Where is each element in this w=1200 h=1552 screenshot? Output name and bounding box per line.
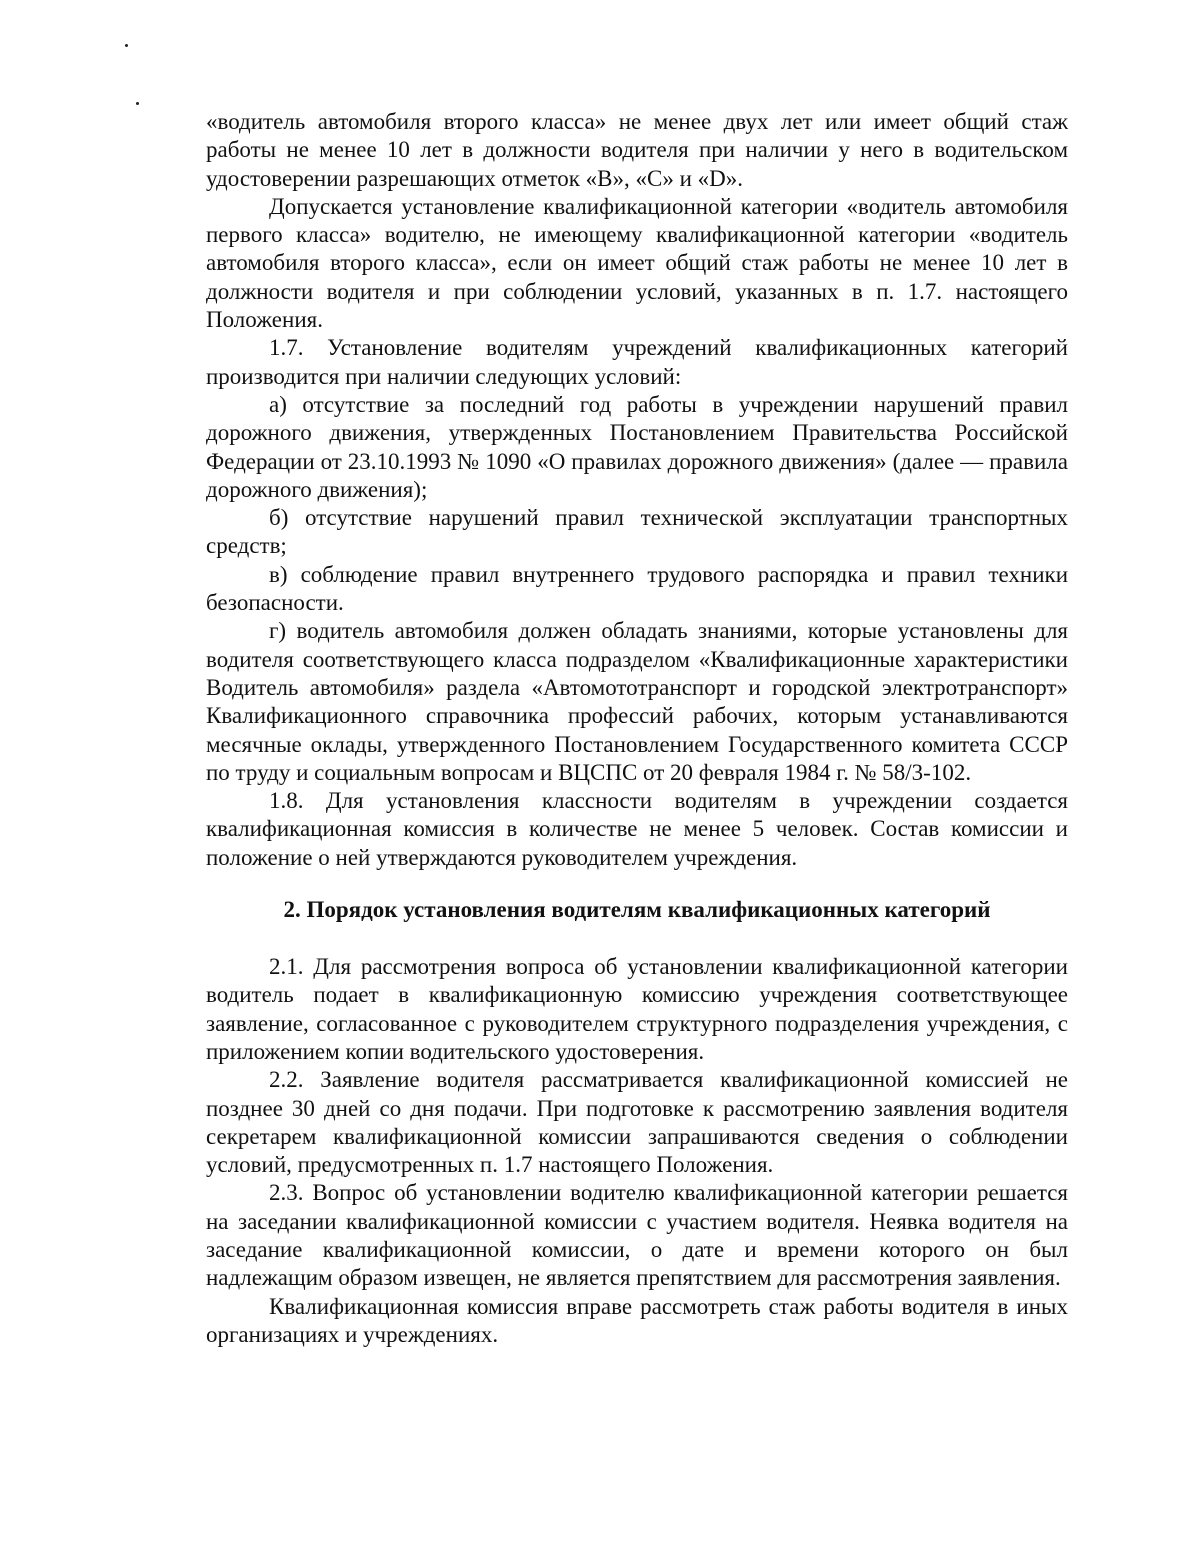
paragraph-2-1: 2.1. Для рассмотрения вопроса об установлении квалификационной категории водитель подает в квалификационную комиссию учреждения соответствующее заявление, согласованное с руководителем структурного подразделения учреждения, с приложением копии водительского удостоверения. [206, 954, 1068, 1064]
section-2-heading: 2. Порядок установления водителям квалификационных категорий [283, 897, 991, 923]
paragraph-2-2: 2.2. Заявление водителя рассматривается квалификационной комиссией не позднее 30 дней со дня подачи. При подготовке к рассмотрению заявления водителя секретарем квалификационной комиссии запрашиваются сведения о соблюдении условий, предусмотренных п. 1.7 настоящего Положения. [206, 1067, 1068, 1178]
paragraph-condition-v: в) соблюдение правил внутреннего трудового распорядка и правил техники безопасности. [206, 561, 1068, 616]
paragraph-1-7: 1.7. Установление водителям учреждений квалификационных категорий производится при наличии следующих условий: [206, 335, 1068, 389]
scan-speck [125, 44, 128, 47]
paragraph-condition-b: б) отсутствие нарушений правил технической эксплуатации транспортных средств; [206, 505, 1068, 559]
paragraph-condition-g: г) водитель автомобиля должен обладать знаниями, которые установлены для водителя соответствующего класса подразделом «Квалификационные характеристики Водитель автомобиля» раздела «Автомототранспорт и городской электротранспорт» Квалификационного справочника профессий рабочих, которым устанавливаются месячные оклады, утвержденного Постановлением Государственного комитета СССР по труду и социальным вопросам и ВЦСПС от 20 февраля 1984 г. № 58/3-102. [206, 618, 1068, 785]
paragraph-condition-a: а) отсутствие за последний год работы в учреждении нарушений правил дорожного движения, утвержденных Постановлением Правительства Российской Федерации от 23.10.1993 № 1090 «О правилах дорожного движения» (далее — правила дорожного движения); [206, 391, 1068, 502]
document-body [206, 108, 1068, 1349]
paragraph-first-class-exception: Допускается установление квалификационной категории «водитель автомобиля первого класса» водителю, не имеющему квалификационной категории «водитель автомобиля второго класса», если он имеет общий стаж работы не менее 10 лет в должности водителя и при соблюдении условий, указанных в п. 1.7. настоящего Положения. [206, 193, 1068, 333]
paragraph-2-3: 2.3. Вопрос об установлении водителю квалификационной категории решается на заседании квалификационной комиссии с участием водителя. Неявка водителя на заседание квалификационной комиссии, о дате и времени которого он был надлежащим образом извещен, не является препятствием для рассмотрения заявления. [206, 1180, 1068, 1291]
paragraph-other-organizations: Квалификационная комиссия вправе рассмотреть стаж работы водителя в иных организациях и учреждениях. [206, 1293, 1068, 1347]
paragraph-continuation: «водитель автомобиля второго класса» не менее двух лет или имеет общий стаж работы не менее 10 лет в должности водителя при наличии у него в водительском удостоверении разрешающих отметок «В», «С» и «D». [206, 109, 1068, 191]
scan-speck [136, 102, 139, 105]
paragraph-1-8: 1.8. Для установления классности водителям в учреждении создается квалификационная комиссия в количестве не менее 5 человек. Состав комиссии и положение о ней утверждаются руководителем учреждения. [206, 788, 1068, 870]
